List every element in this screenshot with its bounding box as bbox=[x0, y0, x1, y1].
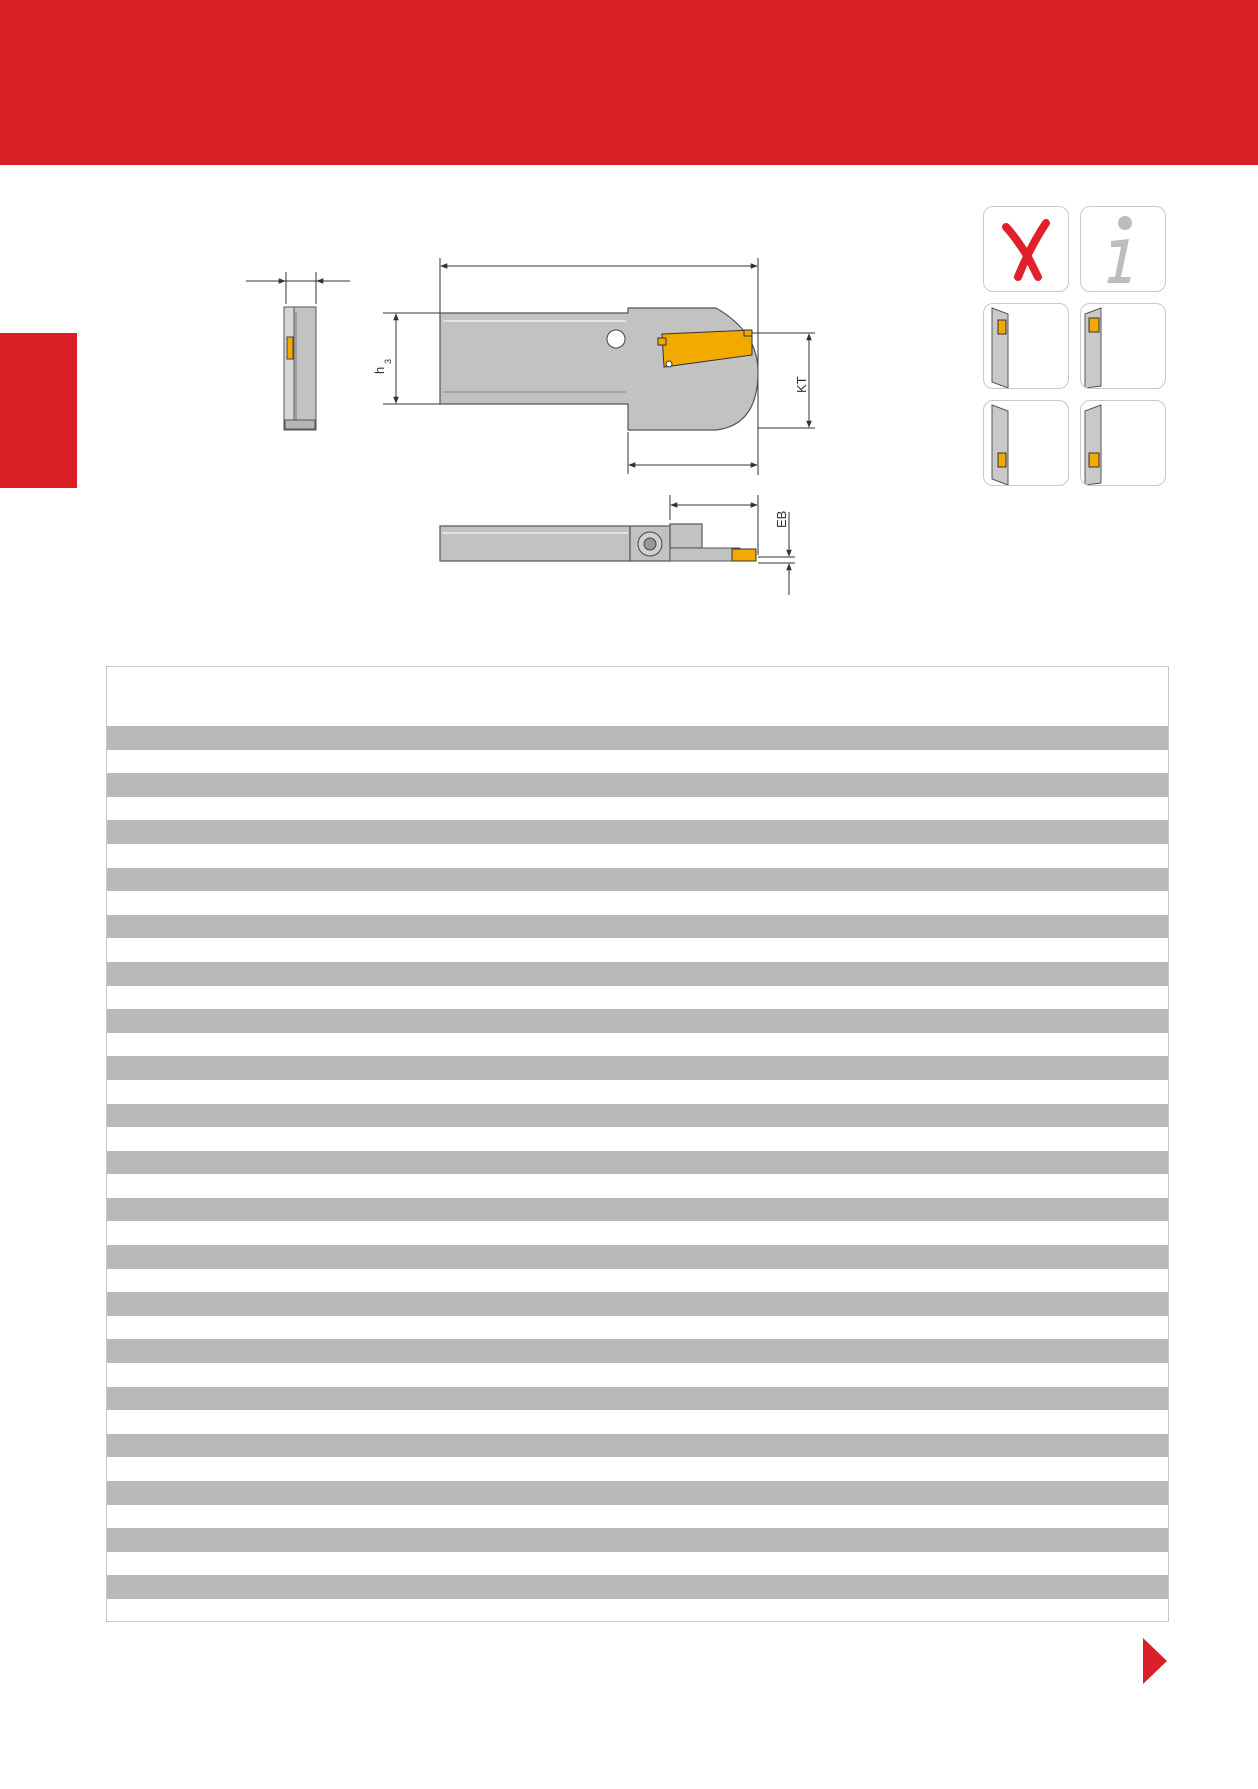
table-row bbox=[107, 1269, 1168, 1293]
application-icons bbox=[983, 206, 1170, 491]
h3-label: h bbox=[372, 366, 387, 374]
table-row bbox=[107, 750, 1168, 774]
table-row bbox=[107, 1056, 1168, 1080]
table-row bbox=[107, 726, 1168, 750]
table-row bbox=[107, 1104, 1168, 1128]
table-row bbox=[107, 1552, 1168, 1576]
table-row bbox=[107, 1457, 1168, 1481]
table-row bbox=[107, 1410, 1168, 1434]
table-row bbox=[107, 1221, 1168, 1245]
table-row bbox=[107, 1292, 1168, 1316]
kt-label: KT bbox=[794, 376, 809, 393]
table-row bbox=[107, 1127, 1168, 1151]
side-view bbox=[246, 272, 350, 430]
next-page-arrow[interactable] bbox=[1143, 1638, 1167, 1684]
table-row bbox=[107, 1505, 1168, 1529]
eb-label: EB bbox=[774, 510, 789, 528]
insert-top-centered-icon bbox=[1080, 303, 1166, 389]
table-row bbox=[107, 1363, 1168, 1387]
front-view bbox=[440, 495, 795, 595]
table-row bbox=[107, 1316, 1168, 1340]
table-body bbox=[107, 726, 1168, 1623]
table-row bbox=[107, 1528, 1168, 1552]
insert-top-left-icon bbox=[983, 303, 1069, 389]
info-icon bbox=[1080, 206, 1166, 292]
table-row bbox=[107, 1009, 1168, 1033]
table-row bbox=[107, 1434, 1168, 1458]
table-row bbox=[107, 1151, 1168, 1175]
table-row bbox=[107, 1245, 1168, 1269]
table-row bbox=[107, 1080, 1168, 1104]
table-row bbox=[107, 868, 1168, 892]
table-row bbox=[107, 1174, 1168, 1198]
table-row bbox=[107, 1033, 1168, 1057]
table-row bbox=[107, 915, 1168, 939]
table-row bbox=[107, 1387, 1168, 1411]
table-row bbox=[107, 773, 1168, 797]
table-header bbox=[107, 667, 1168, 726]
table-row bbox=[107, 891, 1168, 915]
table-row bbox=[107, 1575, 1168, 1599]
table-row bbox=[107, 1339, 1168, 1363]
table-row bbox=[107, 797, 1168, 821]
table-row bbox=[107, 1599, 1168, 1623]
table-row bbox=[107, 1198, 1168, 1222]
table-row bbox=[107, 962, 1168, 986]
insert-bottom-centered-icon bbox=[1080, 400, 1166, 486]
top-view bbox=[372, 258, 815, 475]
table-row bbox=[107, 844, 1168, 868]
table-row bbox=[107, 938, 1168, 962]
table-row bbox=[107, 986, 1168, 1010]
table-row bbox=[107, 1481, 1168, 1505]
h3-subscript: 3 bbox=[383, 358, 393, 364]
insert-bottom-left-icon bbox=[983, 400, 1069, 486]
not-suitable-icon bbox=[983, 206, 1069, 292]
table-row bbox=[107, 820, 1168, 844]
product-table bbox=[106, 666, 1169, 1622]
